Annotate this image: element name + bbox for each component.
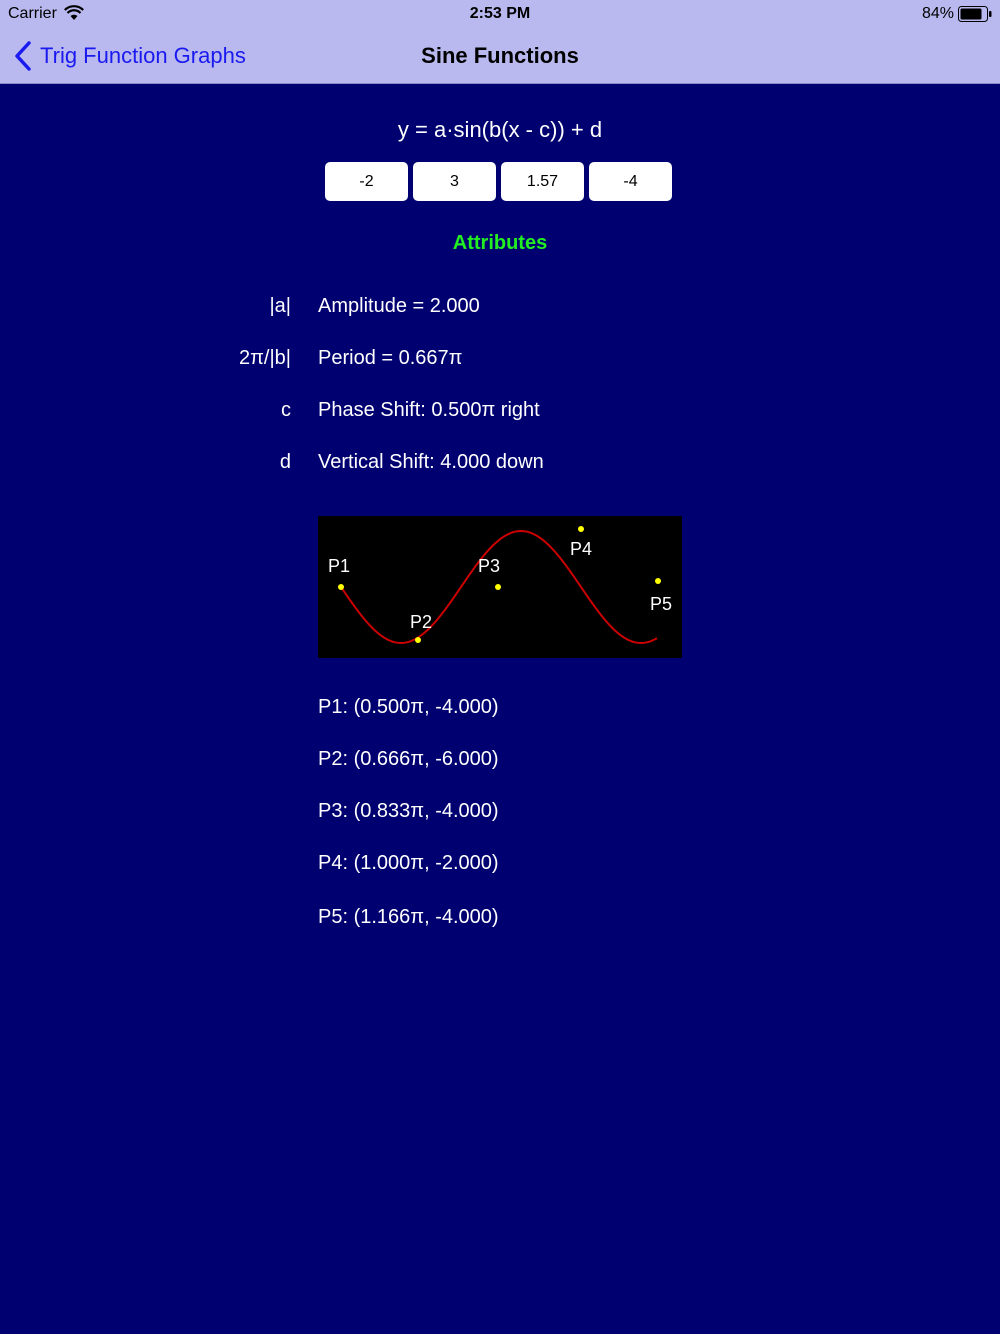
status-bar — [0, 0, 1000, 28]
back-button-label: Trig Function Graphs — [40, 43, 246, 68]
graph-point-p3 — [495, 584, 501, 590]
attribute-row-vertical-shift — [0, 451, 1000, 481]
parameter-buttons — [325, 162, 672, 201]
navigation-bar — [0, 28, 1000, 84]
attribute-row-period — [0, 347, 1000, 377]
graph-label-p2: P2 — [410, 612, 433, 632]
graph-point-p4 — [578, 526, 584, 532]
attribute-value: Amplitude = 2.000 — [318, 295, 480, 317]
battery-percent: 84% — [921, 5, 954, 22]
attributes-heading: Attributes — [452, 232, 548, 254]
attribute-row-amplitude — [0, 295, 1000, 325]
function-formula: y = a·sin(b(x - c)) + d — [397, 117, 603, 142]
graph-point-p1 — [338, 584, 344, 590]
battery-icon — [958, 6, 992, 22]
point-coordinate-p2: P2: (0.666π, -6.000) — [318, 748, 499, 770]
param-b-button[interactable]: 3 — [413, 162, 496, 201]
attribute-symbol: c — [281, 399, 291, 421]
attribute-symbol: |a| — [269, 295, 291, 317]
graph-point-p5 — [655, 578, 661, 584]
carrier-label: Carrier — [8, 5, 57, 22]
attribute-symbol: d — [279, 451, 291, 473]
graph-label-p3: P3 — [478, 556, 501, 576]
sine-graph — [318, 516, 682, 658]
attribute-value: Vertical Shift: 4.000 down — [318, 451, 544, 473]
sine-graph-svg — [318, 516, 682, 658]
point-coordinate-p3: P3: (0.833π, -4.000) — [318, 800, 499, 822]
graph-label-p5: P5 — [650, 594, 673, 614]
attribute-symbol: 2π/|b| — [239, 347, 291, 369]
graph-point-p2 — [415, 637, 421, 643]
graph-label-p4: P4 — [570, 539, 593, 559]
attribute-value: Phase Shift: 0.500π right — [318, 399, 540, 421]
graph-label-p1: P1 — [328, 556, 351, 576]
param-c-button[interactable]: 1.57 — [501, 162, 584, 201]
page-title: Sine Functions — [421, 43, 579, 68]
param-d-button[interactable]: -4 — [589, 162, 672, 201]
point-coordinate-p4: P4: (1.000π, -2.000) — [318, 852, 499, 874]
attribute-row-phase-shift — [0, 399, 1000, 429]
attribute-value: Period = 0.667π — [318, 347, 463, 369]
status-time: 2:53 PM — [469, 5, 531, 22]
point-coordinate-p5: P5: (1.166π, -4.000) — [318, 906, 499, 928]
point-coordinate-p1: P1: (0.500π, -4.000) — [318, 696, 499, 718]
param-a-button[interactable]: -2 — [325, 162, 408, 201]
